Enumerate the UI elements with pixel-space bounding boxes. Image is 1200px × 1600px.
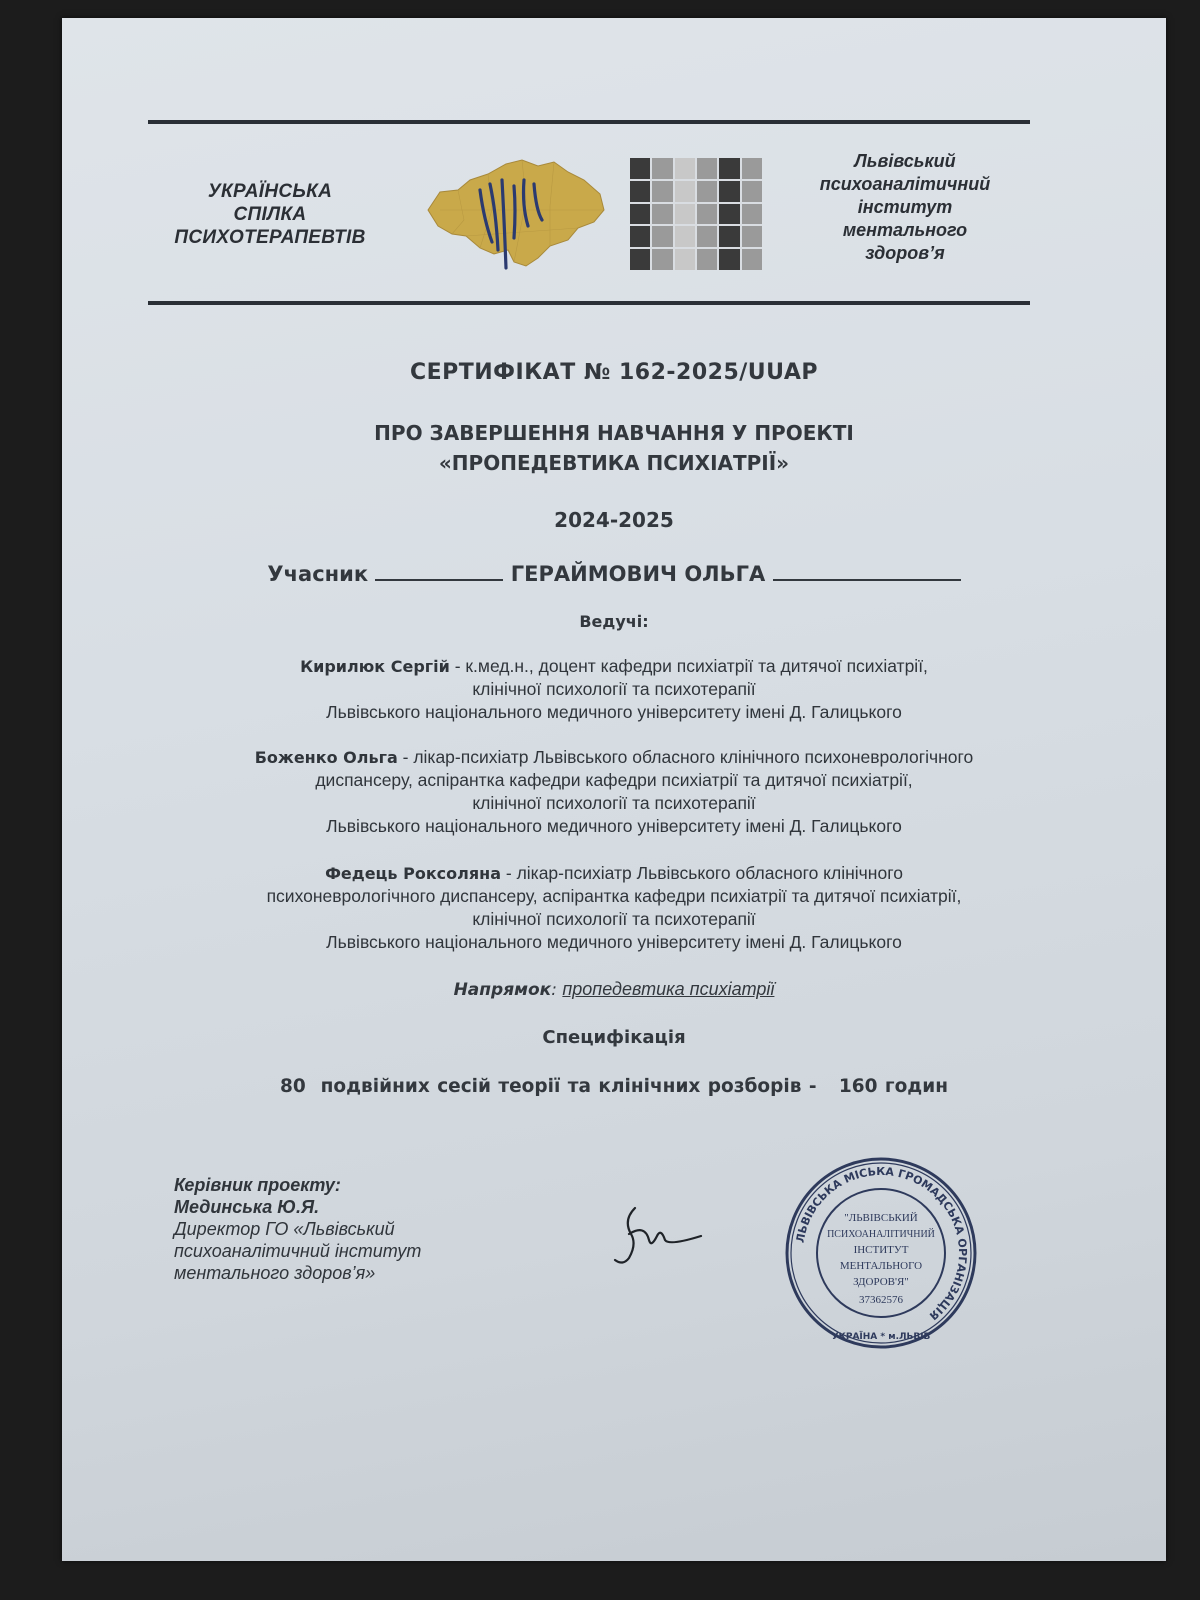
project-name: «ПРОПЕДЕВТИКА ПСИХІАТРІЇ» [438, 451, 790, 475]
leader-name: Федець Роксоляна [325, 864, 501, 883]
leader-line: клінічної психології та психотерапії [472, 793, 756, 813]
leader-name: Боженко Ольга [254, 748, 398, 767]
specification-text: 80 подвійних сесій теорії та клінічних розборів - 160 годин [280, 1076, 948, 1097]
mosaic-logo-icon [630, 158, 762, 270]
leader-line: Львівського національного медичного університету імені Д. Галицького [326, 702, 902, 722]
header-bottom-rule [148, 301, 1030, 305]
leader-entry [62, 746, 1166, 838]
signatory-name: Мединська Ю.Я. [174, 1197, 320, 1217]
leader-line: диспансеру, аспірантка кафедри кафедри психіатрії та дитячої психіатрії, [315, 770, 913, 790]
org-left-line: УКРАЇНСЬКА [207, 181, 333, 202]
signatory-block [174, 1174, 494, 1284]
direction-label: Напрямок [453, 980, 552, 1000]
leader-line: к.мед.н., доцент кафедри психіатрії та дитячої психіатрії, [465, 656, 928, 676]
svg-text:ІНСТИТУТ: ІНСТИТУТ [853, 1244, 909, 1256]
signatory-position: Директор ГО «Львівський [174, 1219, 395, 1239]
leader-line: клінічної психології та психотерапії [472, 909, 756, 929]
org-right-line: психоаналітичний [819, 174, 991, 194]
leader-line: лікар-психіатр Львівського обласного клінічного [516, 863, 903, 883]
certificate-title: СЕРТИФІКАТ № 162-2025/UUAP [409, 360, 819, 385]
leader-line: лікар-психіатр Львівського обласного клінічного психоневрологічного [413, 747, 974, 767]
specification-label: Специфікація [542, 1027, 686, 1048]
org-right-line: здоров’я [865, 243, 945, 263]
participant-label: Учасник [267, 562, 369, 586]
leader-entry [62, 862, 1166, 954]
separator: - [501, 863, 517, 883]
org-right-line: ментального [842, 220, 968, 240]
participant-name: ГЕРАЙМОВИЧ ОЛЬГА [510, 562, 766, 586]
org-left-line: ПСИХОТЕРАПЕВТІВ [174, 227, 366, 248]
signatory-role: Керівник проекту: [174, 1175, 341, 1195]
svg-text:ПСИХОАНАЛІТИЧНИЙ: ПСИХОАНАЛІТИЧНИЙ [827, 1229, 935, 1240]
leader-line: клінічної психології та психотерапії [472, 679, 756, 699]
leader-entry [62, 655, 1166, 724]
org-right-line: Львівський [854, 151, 956, 171]
header-top-rule [148, 120, 1030, 124]
org-right-line: інститут [857, 197, 953, 217]
direction-row [62, 979, 1166, 1000]
participant-row [62, 559, 1166, 586]
separator: - [449, 656, 466, 676]
leader-line: психоневрологічного диспансеру, аспірантка кафедри психіатрії та дитячої психіатрії, [266, 886, 962, 906]
leader-line: Львівського національного медичного університету імені Д. Галицького [326, 816, 902, 836]
svg-text:МЕНТАЛЬНОГО: МЕНТАЛЬНОГО [839, 1260, 923, 1272]
certificate-subtitle [62, 418, 1166, 478]
svg-text:ЛЬВІВСЬКА МІСЬКА ГРОМАДСЬКА ОР: ЛЬВІВСЬКА МІСЬКА ГРОМАДСЬКА ОРГАНІЗАЦІЯ [793, 1164, 970, 1323]
signature-icon [605, 1200, 705, 1270]
direction-value: пропедевтика психіатрії [562, 979, 775, 999]
leaders-label: Ведучі: [579, 612, 649, 631]
org-name-left [150, 180, 390, 249]
org-name-right [800, 150, 1010, 265]
separator: : [551, 980, 563, 1000]
svg-text:37362576: 37362576 [859, 1294, 903, 1306]
separator: - [397, 747, 414, 767]
blank-line [773, 559, 961, 581]
ukraine-map-logo-icon [418, 150, 608, 275]
svg-text:"ЛЬВІВСЬКИЙ: "ЛЬВІВСЬКИЙ [844, 1212, 918, 1224]
leader-line: Львівського національного медичного університету імені Д. Галицького [326, 932, 902, 952]
certificate-years: 2024-2025 [554, 508, 674, 532]
org-left-line: СПІЛКА [233, 204, 307, 225]
svg-text:ЗДОРОВ'Я": ЗДОРОВ'Я" [853, 1276, 909, 1288]
signatory-position: ментального здоров’я» [174, 1263, 376, 1283]
signatory-position: психоаналітичний інститут [174, 1241, 422, 1261]
organization-stamp-icon [783, 1155, 979, 1351]
blank-line [375, 559, 503, 581]
subtitle-line: ПРО ЗАВЕРШЕННЯ НАВЧАННЯ У ПРОЕКТІ [374, 421, 854, 445]
svg-text:УКРАЇНА * м.ЛЬВІВ: УКРАЇНА * м.ЛЬВІВ [831, 1332, 931, 1342]
leader-name: Кирилюк Сергій [300, 657, 450, 676]
